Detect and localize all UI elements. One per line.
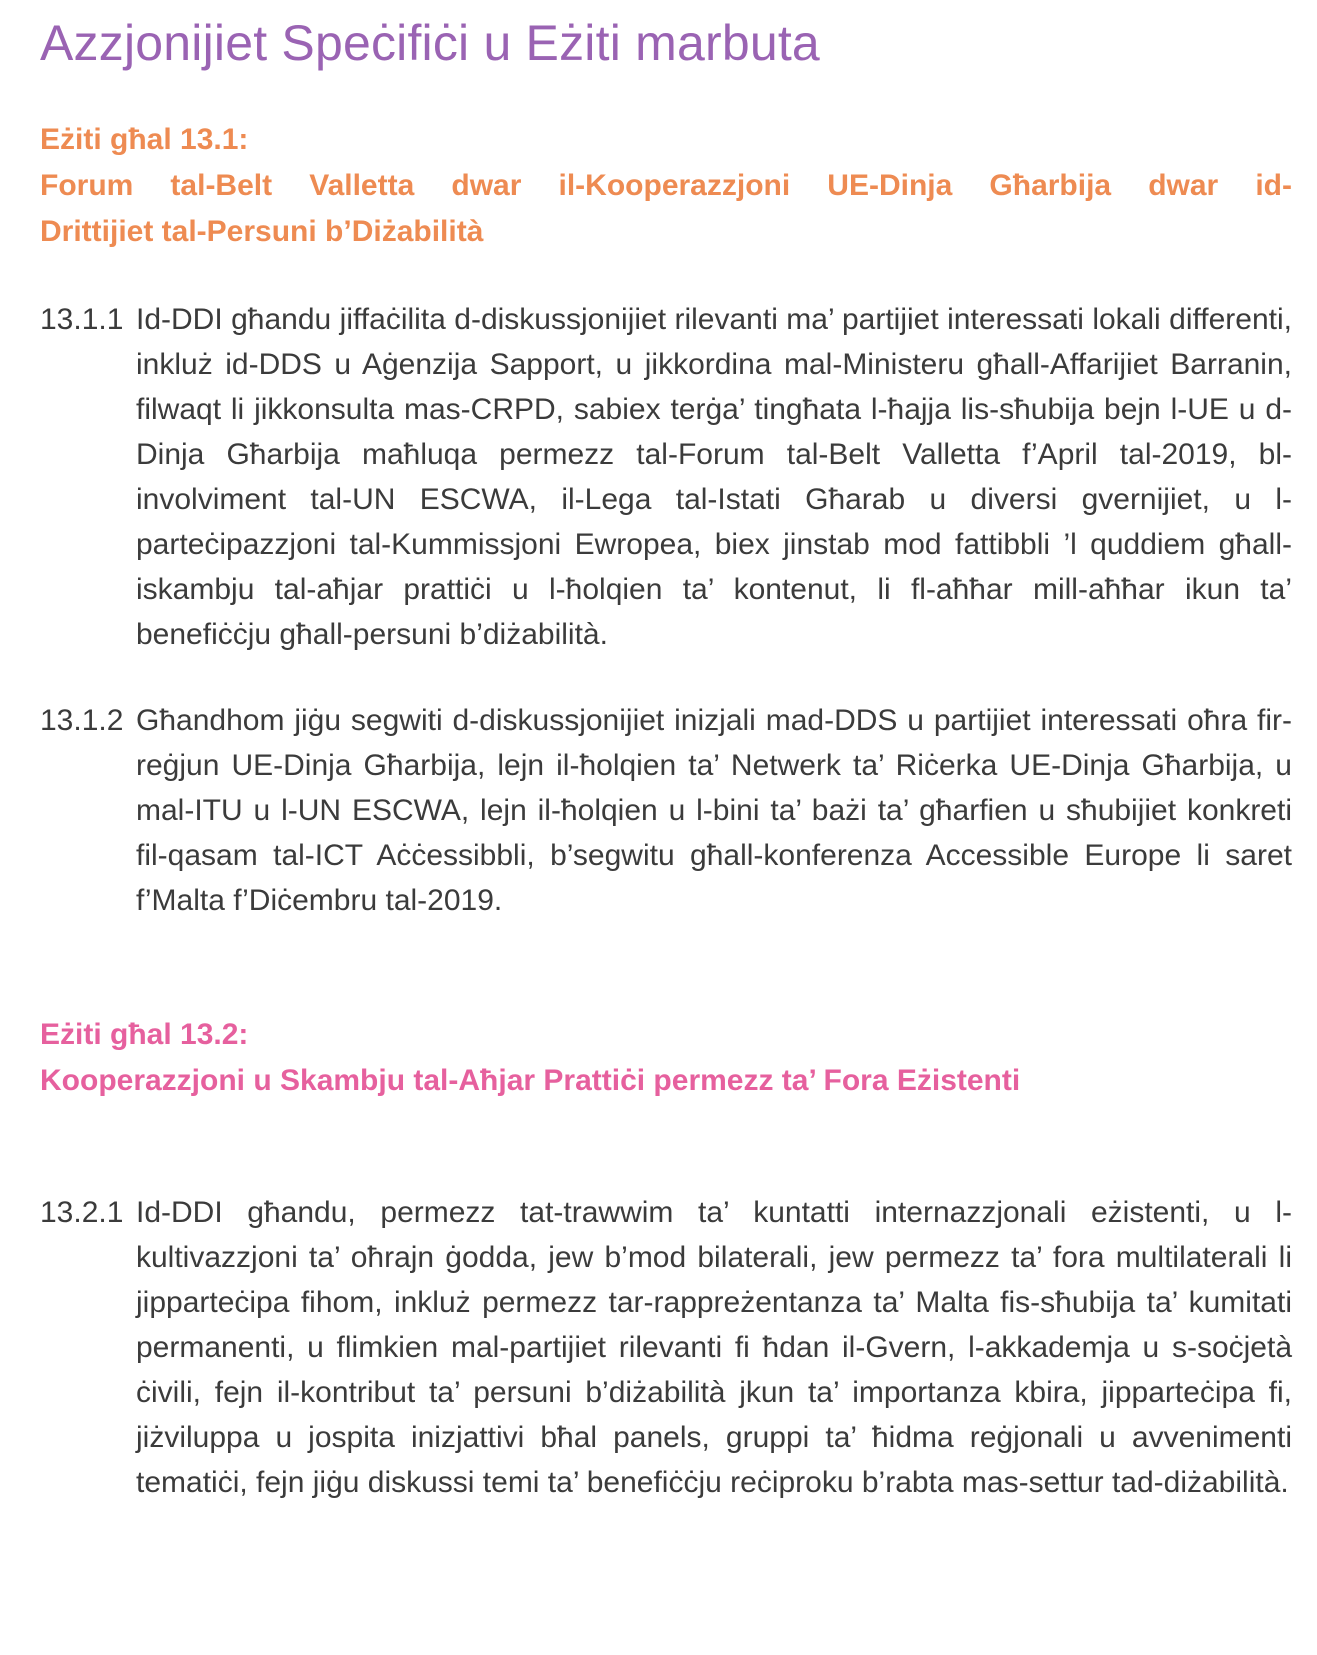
page-title: Azzjonijiet Speċifiċi u Eżiti marbuta (40, 15, 820, 71)
section-heading-13-1 (40, 117, 1292, 255)
clause-13-2-1 (40, 1190, 1292, 1505)
section-title-13-1-line2: Drittijiet tal-Persuni b’Diżabilità (40, 215, 484, 248)
clause-13-1-2 (40, 698, 1292, 923)
clause-13-1-1 (40, 297, 1292, 657)
section-label-13-1: Eżiti għal 13.1: (40, 123, 249, 156)
section-heading-13-2 (40, 1012, 1292, 1104)
clause-text: Id-DDI għandu jiffaċilita d-diskussjonijiet rilevanti ma’ partijiet interessati lokali differenti, inkluż id-DDS u Aġenzija Sapport, u jikkordina mal-Ministeru għall-Affarijiet Barranin, filwaqt li jikkonsulta mas-CRPD, sabiex terġa’ tingħata l-ħajja lis-sħubija bejn l-UE u d-Dinja Għarbija maħluqa permezz tal-Forum tal-Belt Valletta f’April tal-2019, bl-involviment tal-UN ESCWA, il-Lega tal-Istati Għarab u diversi gvernijiet, u l-parteċipazzjoni tal-Kummissjoni Ewropea, biex jinstab mod fattibbli ’l quddiem għall-iskambju tal-aħjar prattiċi u l-ħolqien ta’ kontenut, li fl-aħħar mill-aħħar ikun ta’ benefiċċju għall-persuni b’diżabilità. (136, 303, 1292, 651)
clause-number: 13.2.1 (40, 1196, 124, 1229)
clause-text: Għandhom jiġu segwiti d-diskussjonijiet inizjali mad-DDS u partijiet interessati oħra fir-reġjun UE-Dinja Għarbija, lejn il-ħolqien ta’ Netwerk ta’ Riċerka UE-Dinja Għarbija, u mal-ITU u l-UN ESCWA, lejn il-ħolqien u l-bini ta’ bażi ta’ għarfien u sħubijiet konkreti fil-qasam tal-ICT Aċċessibbli, b’segwitu għall-konferenza Accessible Europe li saret f’Malta f’Diċembru tal-2019. (136, 704, 1292, 917)
section-title-13-1-line1: Forum tal-Belt Valletta dwar il-Kooperazzjoni UE-Dinja Għarbija dwar id- (40, 169, 1292, 202)
section-title-13-2: Kooperazzjoni u Skambju tal-Aħjar Prattiċi permezz ta’ Fora Eżistenti (40, 1064, 1021, 1097)
section-label-13-2: Eżiti għal 13.2: (40, 1018, 249, 1051)
clause-number: 13.1.1 (40, 303, 124, 336)
clause-number: 13.1.2 (40, 704, 124, 737)
clause-text: Id-DDI għandu, permezz tat-trawwim ta’ kuntatti internazzjonali eżistenti, u l-kultivazzjoni ta’ oħrajn ġodda, jew b’mod bilaterali, jew permezz ta’ fora multilaterali li jipparteċipa fihom, inkluż permezz tar-rappreżentanza ta’ Malta fis-sħubija ta’ kumitati permanenti, u flimkien mal-partijiet rilevanti fi ħdan il-Gvern, l-akkademja u s-soċjetà ċivili, fejn il-kontribut ta’ persuni b’diżabilità jkun ta’ importanza kbira, jipparteċipa fi, jiżviluppa u jospita inizjattivi bħal panels, gruppi ta’ ħidma reġjonali u avvenimenti tematiċi, fejn jiġu diskussi temi ta’ benefiċċju reċiproku b’rabta mas-settur tad-diżabilità. (136, 1196, 1292, 1499)
